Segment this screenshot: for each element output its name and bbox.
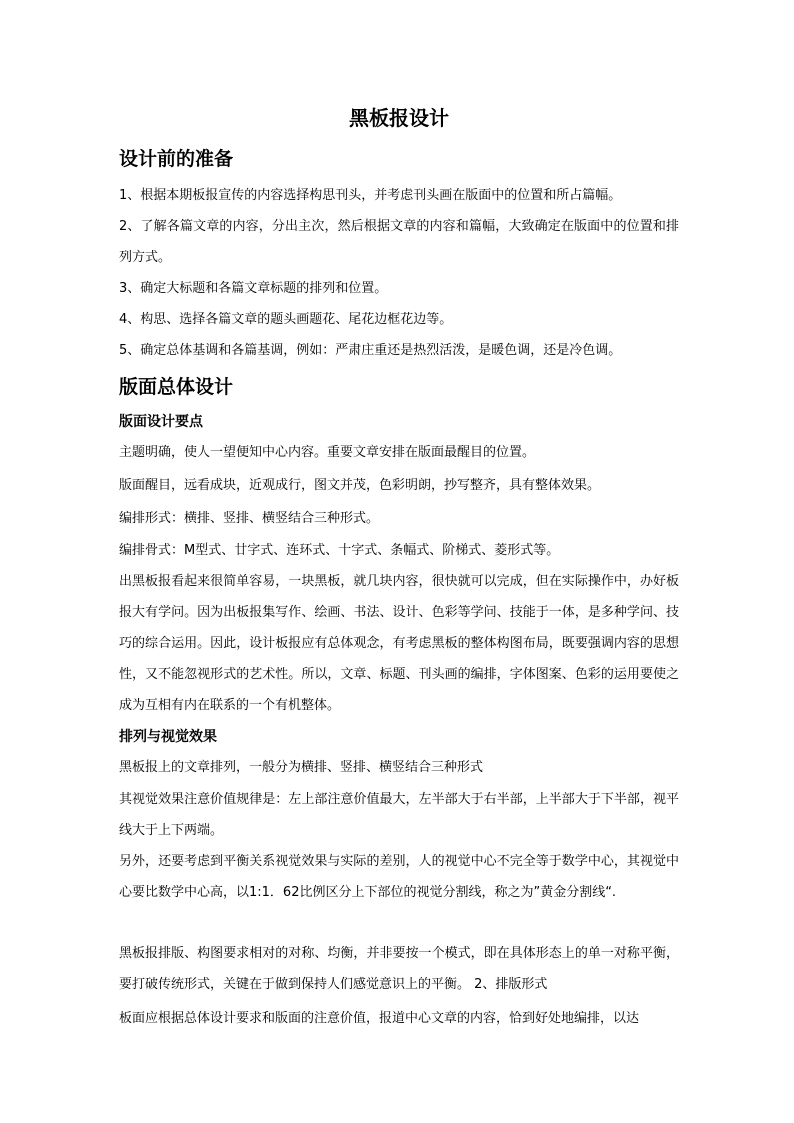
prep-item-5: 5、确定总体基调和各篇基调，例如：严肃庄重还是热烈活泼，是暖色调，还是冷色调。 <box>119 343 622 358</box>
arrangement-line-1: 黑板报上的文章排列，一般分为横排、竖排、横竖结合三种形式 <box>119 760 484 775</box>
arrangement-line-5: 板面应根据总体设计要求和版面的注意价值，报道中心文章的内容，恰到好处地编排，以达 <box>119 1011 640 1026</box>
subheading-arrangement: 排列与视觉效果 <box>119 729 217 745</box>
layout-point-1: 主题明确，使人一望便知中心内容。重要文章安排在版面最醒目的位置。 <box>119 445 536 460</box>
section-heading-layout: 版面总体设计 <box>119 376 234 398</box>
prep-item-2: 2、了解各篇文章的内容，分出主次，然后根据文章的内容和篇幅，大致确定在版面中的位置和排列方式。 <box>119 219 679 265</box>
layout-point-2: 版面醒目，远看成块，近观成行，图文并茂，色彩明朗，抄写整齐，具有整体效果。 <box>119 478 601 493</box>
layout-point-3: 编排形式：横排、竖排、横竖结合三种形式。 <box>119 511 380 526</box>
subheading-layout-points: 版面设计要点 <box>119 414 203 430</box>
arrangement-line-4: 黑板报排版、构图要求相对的对称、均衡，并非要按一个模式，即在具体形态上的单一对称平衡，要打破传统形式，关键在于做到保持人们感觉意识上的平衡。 2、排版形式 <box>119 946 679 992</box>
prep-item-4: 4、构思、选择各篇文章的题头画题花、尾花边框花边等。 <box>119 312 453 327</box>
section-heading-preparation: 设计前的准备 <box>119 148 234 170</box>
prep-item-1: 1、根据本期板报宣传的内容选择构思刊头，并考虑刊头画在版面中的位置和所占篇幅。 <box>119 188 622 203</box>
page-title: 黑板报设计 <box>349 106 449 130</box>
arrangement-line-2: 其视觉效果注意价值规律是：左上部注意价值最大，左半部大于右半部，上半部大于下半部，视平线大于上下两端。 <box>119 792 679 838</box>
prep-item-3: 3、确定大标题和各篇文章标题的排列和位置。 <box>119 281 388 296</box>
arrangement-line-3: 另外，还要考虑到平衡关系视觉效果与实际的差别，人的视觉中心不完全等于数学中心，其视觉中心要比数学中心高，以1:1．62比例区分上下部位的视觉分割线，称之为”黄金分割线“. <box>119 854 679 900</box>
layout-point-4: 编排骨式：M型式、廿字式、连环式、十字式、条幅式、阶梯式、菱形式等。 <box>119 543 560 558</box>
layout-paragraph: 出黑板报看起来很简单容易，一块黑板，就几块内容，很快就可以完成，但在实际操作中，办好板报大有学问。因为出板报集写作、绘画、书法、设计、色彩等学问、技能于一体，是多种学问、技巧的综合运用。因此，设计板报应有总体观念，有考虑黑板的整体构图布局，既要强调内容的思想性，又不能忽视形式的艺术性。所以，文章、标题、刊头画的编排，字体图案、色彩的运用要使之成为互相有内在联系的一个有机整体。 <box>119 574 679 713</box>
